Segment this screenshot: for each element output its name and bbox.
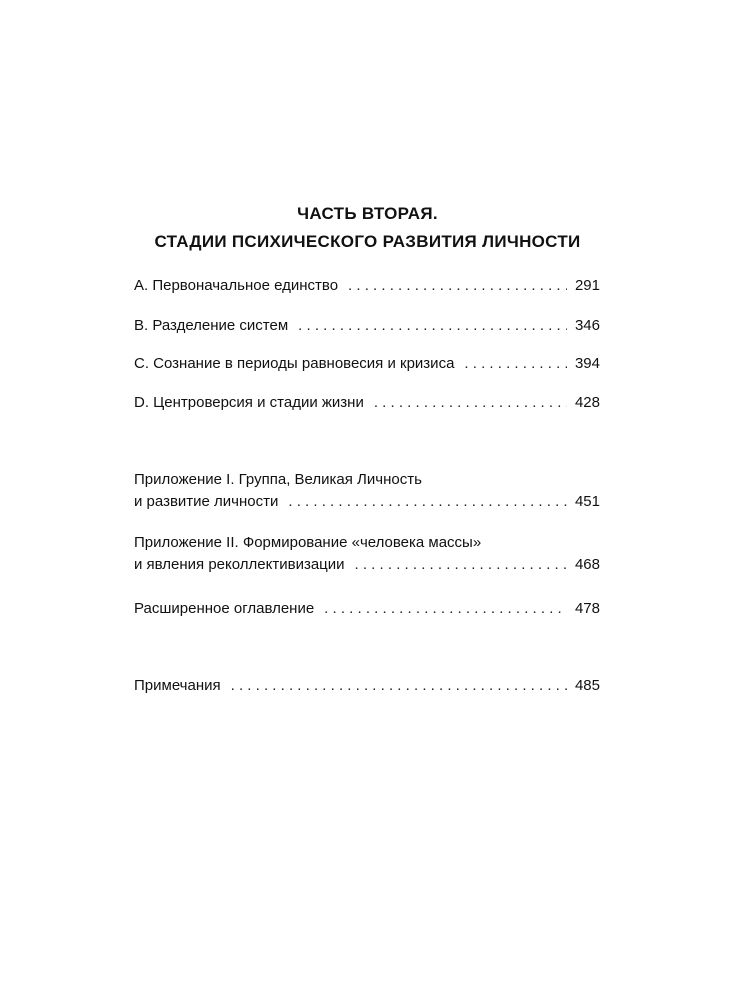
toc-entry-line — [134, 392, 600, 414]
toc-entry-title: D. Центроверсия и стадии жизни — [134, 394, 364, 411]
part-heading-line-2: СТАДИИ ПСИХИЧЕСКОГО РАЗВИТИЯ ЛИЧНОСТИ — [154, 232, 581, 251]
toc-entry-line — [134, 675, 600, 697]
dot-leader — [464, 353, 567, 375]
dot-leader — [231, 675, 567, 697]
toc-entry-page: 485 — [574, 677, 600, 694]
toc-entry-appendix-1[interactable] — [134, 469, 600, 513]
toc-entry-title: A. Первоначальное единство — [134, 277, 339, 294]
toc-entry-title-line-1: Приложение II. Формирование «человека массы» — [134, 534, 482, 551]
dot-leader — [355, 554, 567, 576]
toc-entry-page: 468 — [574, 556, 600, 573]
dot-leader — [324, 598, 567, 620]
toc-entry-line — [134, 353, 600, 375]
toc-entry-extended-contents[interactable] — [134, 598, 600, 620]
toc-entry-page: 346 — [574, 317, 600, 334]
dot-leader — [298, 315, 567, 337]
toc-entry-page: 478 — [574, 600, 600, 617]
toc-entry-d[interactable] — [134, 392, 600, 414]
dot-leader — [374, 392, 567, 414]
toc-entry-page: 291 — [574, 277, 600, 294]
toc-entry-line — [134, 598, 600, 620]
dot-leader — [348, 275, 567, 297]
dot-leader — [288, 491, 567, 513]
toc-entry-page: 394 — [574, 355, 600, 372]
toc-entry-title: Примечания — [134, 677, 221, 694]
toc-entry-line — [134, 275, 600, 297]
toc-entry-page: 428 — [574, 394, 600, 411]
toc-entry-title: Расширенное оглавление — [134, 600, 315, 617]
toc-entry-notes[interactable] — [134, 675, 600, 697]
toc-entry-a[interactable] — [134, 275, 600, 297]
toc-entry-title-line-1: Приложение I. Группа, Великая Личность — [134, 471, 422, 488]
toc-entry-title-line-2: и явления реколлективизации — [134, 556, 345, 573]
toc-entry-page: 451 — [574, 493, 600, 510]
toc-entry-line — [134, 554, 600, 576]
toc-entry-line — [134, 315, 600, 337]
toc-entry-b[interactable] — [134, 315, 600, 337]
part-heading-line-1: ЧАСТЬ ВТОРАЯ. — [297, 204, 438, 223]
toc-entry-title-line-2: и развитие личности — [134, 493, 279, 510]
toc-entry-appendix-2[interactable] — [134, 532, 600, 576]
toc-entry-c[interactable] — [134, 353, 600, 375]
toc-entry-line — [134, 491, 600, 513]
toc-entry-title: C. Сознание в периоды равновесия и кризиса — [134, 355, 455, 372]
toc-entry-title: B. Разделение систем — [134, 317, 289, 334]
